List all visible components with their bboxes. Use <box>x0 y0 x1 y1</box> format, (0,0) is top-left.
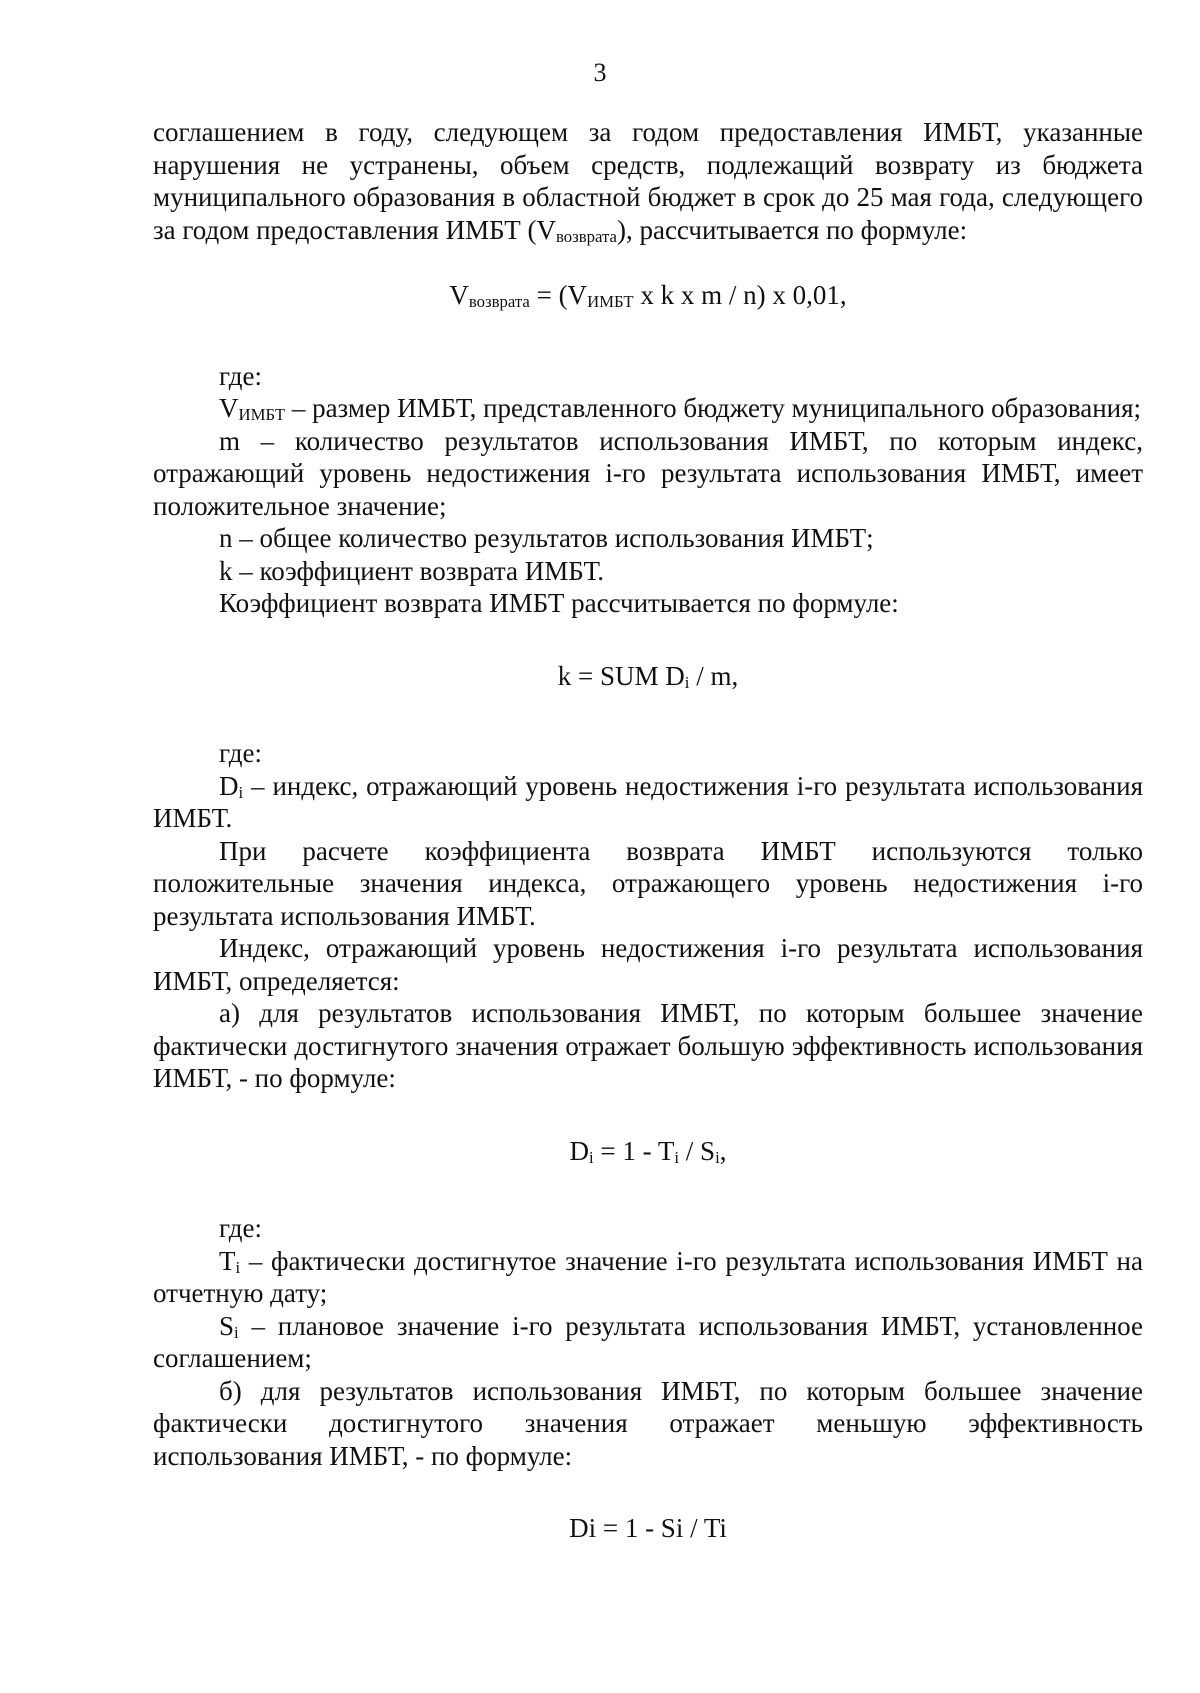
formula3-slash: / S <box>679 1135 716 1166</box>
formula3-d-subscript: i <box>589 1147 594 1167</box>
formula2-left: k = SUM D <box>557 660 685 691</box>
def-s-symbol: S <box>219 1310 235 1341</box>
paragraph-intro-subscript: возврата <box>555 226 617 246</box>
formula-index-a <box>153 1135 1143 1168</box>
def-d-subscript: i <box>238 782 244 802</box>
def-d-symbol: D <box>219 770 239 801</box>
formula-eq: = (V <box>529 280 588 310</box>
formula2-right: / m, <box>689 660 739 691</box>
where-label-3: где: <box>219 1213 262 1243</box>
coefficient-intro: Коэффициент возврата ИМБТ рассчитывается по формуле: <box>219 588 899 618</box>
formula-rest: x k x m / n) x 0,01, <box>633 280 847 310</box>
paragraph-positive-values: При расчете коэффициента возврата ИМБТ используются только положительные значения индекса, отражающего уровень недостижения i-го результата использования ИМБТ. <box>153 835 1143 931</box>
definition-n: n – общее количество результатов использования ИМБТ; <box>219 523 874 553</box>
paragraph-index-definition: Индекс, отражающий уровень недостижения i-го результата использования ИМБТ, определяется: <box>153 933 1143 996</box>
def-s-subscript: i <box>234 1322 239 1342</box>
def-t-text: – фактически достигнутое значение i-го результата использования ИМБТ на отчетную дату; <box>153 1245 1143 1308</box>
paragraph-intro <box>153 116 1143 246</box>
paragraph-intro-text: соглашением в году, следующем за годом предоставления ИМБТ, указанные нарушения не устранены, объем средств, подлежащий возврату из бюджета муниципального образования в областной бюджет в срок до 25 мая года, следующего за годом предоставления ИМБТ (V <box>153 117 1143 245</box>
document-body <box>153 116 1143 1545</box>
formula-coefficient-k <box>153 660 1143 693</box>
formula-v-subscript: возврата <box>468 292 530 311</box>
paragraph-intro-end: ), рассчитывается по формуле: <box>616 214 968 245</box>
formula3-t-subscript: i <box>674 1147 680 1167</box>
paragraph-case-a: а) для результатов использования ИМБТ, по которым большее значение фактически достигнутого значения отражает большую эффективность использования ИМБТ, - по формуле: <box>153 998 1143 1093</box>
formula-index-b: Di = 1 - Si / Ti <box>569 1513 727 1543</box>
def-t-subscript: i <box>235 1257 241 1277</box>
definition-m: m – количество результатов использования ИМБТ, по которым индекс, отражающий уровень недостижения i-го результата использования ИМБТ, имеет положительное значение; <box>153 425 1143 521</box>
formula3-mid: = 1 - T <box>593 1135 675 1166</box>
formula2-subscript: i <box>684 672 690 692</box>
paragraph-case-b: б) для результатов использования ИМБТ, по которым большее значение фактически достигнутого значения отражает меньшую эффективность использования ИМБТ, - по формуле: <box>153 1375 1143 1471</box>
definition-k: k – коэффициент возврата ИМБТ. <box>219 555 604 586</box>
definition-s <box>153 1310 1143 1375</box>
definition-t <box>153 1245 1143 1310</box>
where-label-1: где: <box>219 360 262 391</box>
definition-v-imbt <box>153 392 1143 425</box>
where-label-2: где: <box>219 738 262 768</box>
def-v-text: – размер ИМБТ, представленного бюджету муниципального образования; <box>285 393 1142 423</box>
formula-imbt-subscript: ИМБТ <box>587 292 634 311</box>
page-number: 3 <box>593 58 607 87</box>
formula3-s-subscript: i <box>715 1147 720 1167</box>
def-t-symbol: T <box>219 1245 236 1276</box>
def-v-symbol: V <box>219 393 239 423</box>
definition-d <box>153 770 1143 835</box>
formula3-end: , <box>719 1135 727 1166</box>
def-d-text: – индекс, отражающий уровень недостижения i-го результата использования ИМБТ. <box>153 770 1143 833</box>
def-v-subscript: ИМБТ <box>238 405 286 424</box>
formula-v: V <box>449 280 469 310</box>
def-s-text: – плановое значение i-го результата использования ИМБТ, установленное соглашением; <box>153 1310 1143 1373</box>
formula-return-volume <box>153 279 1143 312</box>
formula3-d: D <box>569 1135 589 1166</box>
